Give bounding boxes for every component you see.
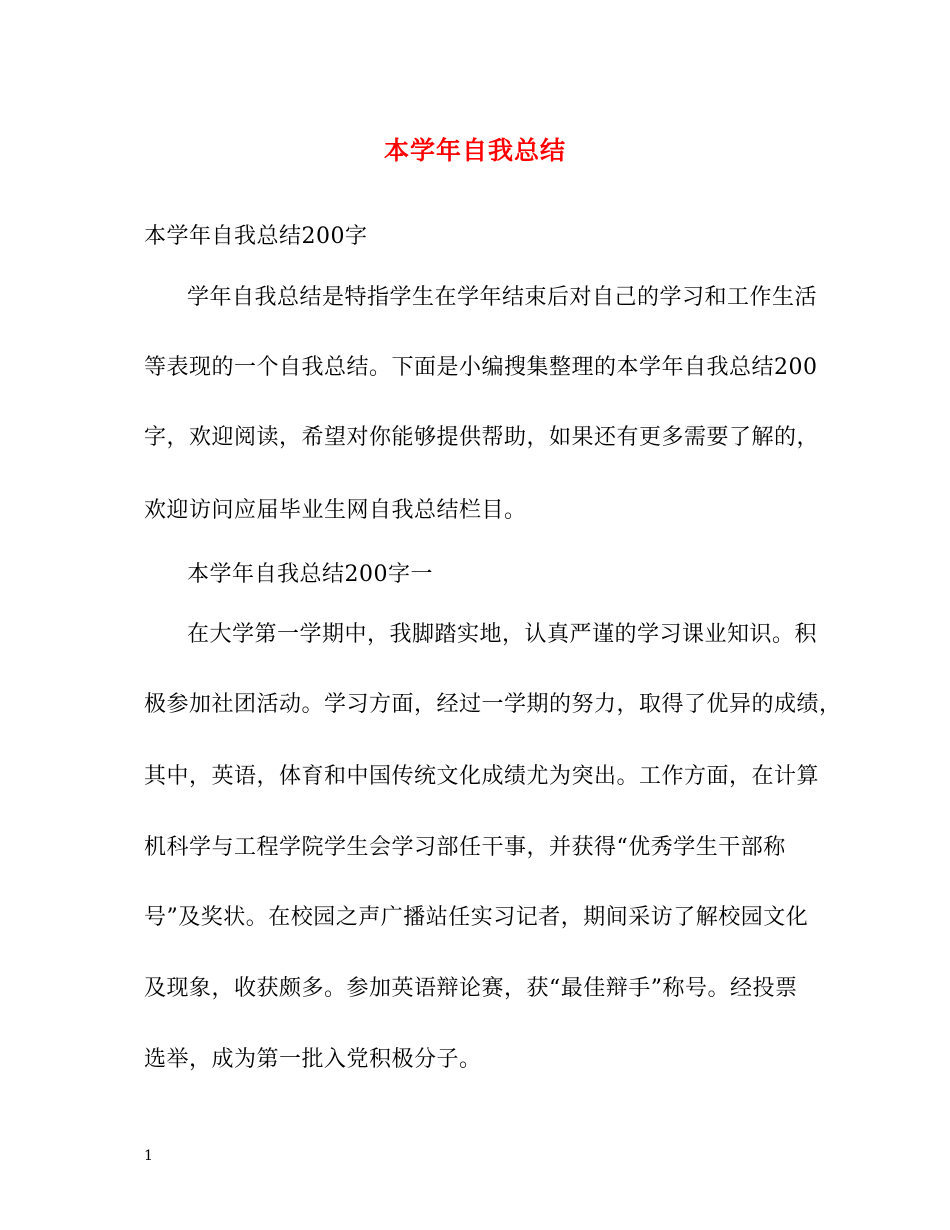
paragraph-line: 在大学第一学期中，我脚踏实地，认真严谨的学习课业知识。积 <box>187 622 818 647</box>
paragraph-line: 等表现的一个自我总结。下面是小编搜集整理的本学年自我总结200 <box>144 355 818 380</box>
paragraph-line: 字，欢迎阅读，希望对你能够提供帮助，如果还有更多需要了解的， <box>144 425 820 450</box>
document-title: 本学年自我总结 <box>383 136 566 165</box>
paragraph-line: 极参加社团活动。学习方面，经过一学期的努力，取得了优异的成绩， <box>144 692 842 717</box>
paragraph-line: 选举，成为第一批入党积极分子。 <box>144 1047 482 1072</box>
page-number: 1 <box>144 1148 153 1164</box>
paragraph-line: 其中，英语，体育和中国传统文化成绩尤为突出。工作方面，在计算 <box>144 764 820 789</box>
paragraph-line: 及现象，收获颇多。参加英语辩论赛，获“最佳辩手”称号。经投票 <box>144 976 798 1001</box>
paragraph-line: 机科学与工程学院学生会学习部任干事，并获得“优秀学生干部称 <box>144 835 786 860</box>
section-heading-intro: 本学年自我总结200字 <box>144 224 368 249</box>
paragraph-line: 欢迎访问应届毕业生网自我总结栏目。 <box>144 498 527 523</box>
section-heading-one: 本学年自我总结200字一 <box>187 562 433 587</box>
paragraph-line: 号”及奖状。在校园之声广播站任实习记者，期间采访了解校园文化 <box>144 905 809 930</box>
paragraph-line: 学年自我总结是特指学生在学年结束后对自己的学习和工作生活 <box>187 285 818 310</box>
